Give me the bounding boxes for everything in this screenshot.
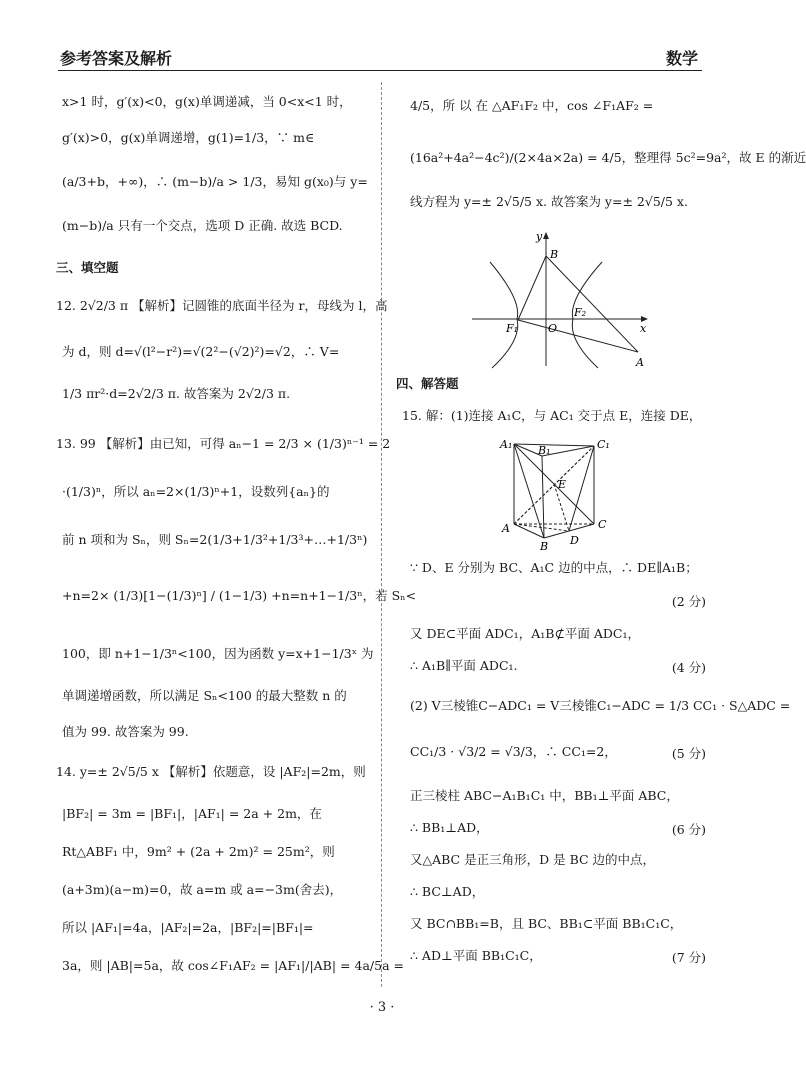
text-line: 100，即 n+1−1/3ⁿ<100，因为函数 y=x+1−1/3ˣ 为 bbox=[62, 646, 374, 661]
text-line: ∴ BC⊥AD， bbox=[410, 884, 485, 899]
text-line: (16a²+4a²−4c²)/(2×4a×2a) = 4/5，整理得 5c²=9a²，故 E 的渐近 bbox=[410, 150, 806, 165]
text-line: 又 DE⊂平面 ADC₁，A₁B⊄平面 ADC₁， bbox=[410, 626, 640, 641]
text-line: 1/3 πr²·d=2√2/3 π. 故答案为 2√2/3 π. bbox=[62, 386, 291, 401]
point-label-O: O bbox=[548, 322, 558, 335]
answer-13: 13. 99 【解析】由已知，可得 aₙ−1 = 2/3 × (1/3)ⁿ⁻¹ = 2 bbox=[56, 436, 391, 451]
score-mark: (4 分) bbox=[671, 660, 706, 675]
prism-label-B1: B₁ bbox=[538, 444, 551, 457]
score-mark: (5 分) bbox=[671, 746, 706, 761]
prism-label-E: E bbox=[558, 478, 567, 491]
axis-label-x: x bbox=[640, 322, 647, 335]
text-line: (m−b)/a 只有一个交点，选项 D 正确. 故选 BCD. bbox=[62, 218, 343, 233]
problem-15: 15. 解：(1)连接 A₁C，与 AC₁ 交于点 E，连接 DE， bbox=[402, 408, 702, 423]
text-line: 值为 99. 故答案为 99. bbox=[62, 724, 189, 739]
answer-12: 12. 2√2/3 π 【解析】记圆锥的底面半径为 r，母线为 l，高 bbox=[56, 298, 388, 313]
prism-label-C1: C₁ bbox=[597, 438, 610, 451]
prism-figure bbox=[498, 438, 618, 553]
prism-label-B: B bbox=[540, 540, 549, 553]
hyperbola-figure bbox=[470, 228, 650, 368]
text-line: 为 d，则 d=√(l²−r²)=√(2²−(√2)²)=√2，∴ V= bbox=[62, 344, 340, 359]
point-label-F1: F₁ bbox=[506, 322, 519, 335]
text-line: 线方程为 y=± 2√5/5 x. 故答案为 y=± 2√5/5 x. bbox=[410, 194, 688, 209]
text-line: 又 BC∩BB₁=B，且 BC、BB₁⊂平面 BB₁C₁C， bbox=[410, 916, 683, 931]
prism-label-A1: A₁ bbox=[500, 438, 513, 451]
text-line: 单调递增函数，所以满足 Sₙ<100 的最大整数 n 的 bbox=[62, 688, 347, 703]
section-heading-fill: 三、填空题 bbox=[56, 260, 119, 275]
header-title: 参考答案及解析 bbox=[60, 49, 173, 68]
header-subject: 数学 bbox=[665, 49, 698, 68]
point-label-F2: F₂ bbox=[574, 306, 587, 319]
text-line: (a+3m)(a−m)=0，故 a=m 或 a=−3m(舍去)， bbox=[62, 882, 343, 897]
text-line: x>1 时，g′(x)<0，g(x)单调递减，当 0<x<1 时， bbox=[62, 94, 352, 109]
section-heading-solve: 四、解答题 bbox=[396, 376, 459, 391]
text-line: +n=2× (1/3)[1−(1/3)ⁿ] / (1−1/3) +n=n+1−1/3ⁿ，若 Sₙ< bbox=[62, 588, 417, 603]
text-line: ·(1/3)ⁿ，所以 aₙ=2×(1/3)ⁿ+1，设数列{aₙ}的 bbox=[62, 484, 330, 499]
text-line: ∴ BB₁⊥AD， bbox=[410, 820, 489, 835]
prism-label-A: A bbox=[502, 522, 510, 535]
score-mark: (6 分) bbox=[671, 822, 706, 837]
text-line: 3a，则 |AB|=5a，故 cos∠F₁AF₂ = |AF₁|/|AB| = 4a/5a = bbox=[62, 958, 404, 973]
text-line: 所以 |AF₁|=4a，|AF₂|=2a，|BF₂|=|BF₁|= bbox=[62, 920, 314, 935]
text-line: 4/5，所 以 在 △AF₁F₂ 中，cos ∠F₁AF₂ = bbox=[410, 98, 654, 113]
score-mark: (2 分) bbox=[671, 594, 706, 609]
text-line: (a/3+b，+∞)，∴ (m−b)/a > 1/3，易知 g(x₀)与 y= bbox=[62, 174, 368, 189]
text-line: 正三棱柱 ABC−A₁B₁C₁ 中，BB₁⊥平面 ABC， bbox=[410, 788, 679, 803]
text-line: 又△ABC 是正三角形，D 是 BC 边的中点， bbox=[410, 852, 656, 867]
text-line: (2) V三棱锥C−ADC₁ = V三棱锥C₁−ADC = 1/3 CC₁ · S△ADC = bbox=[410, 698, 791, 713]
column-divider bbox=[381, 82, 382, 987]
page-number: · 3 · bbox=[369, 1000, 395, 1015]
text-line: 前 n 项和为 Sₙ，则 Sₙ=2(1/3+1/3²+1/3³+…+1/3ⁿ) bbox=[62, 532, 368, 547]
answer-14: 14. y=± 2√5/5 x 【解析】依题意，设 |AF₂|=2m，则 bbox=[56, 764, 366, 779]
header-rule bbox=[58, 70, 702, 71]
text-line: Rt△ABF₁ 中，9m² + (2a + 2m)² = 25m²，则 bbox=[62, 844, 335, 859]
text-line: g′(x)>0，g(x)单调递增，g(1)=1/3，∵ m∈ bbox=[62, 130, 315, 145]
text-line: ∴ A₁B∥平面 ADC₁. bbox=[410, 658, 518, 673]
text-line: CC₁/3 · √3/2 = √3/3，∴ CC₁=2， bbox=[410, 744, 617, 759]
axis-label-y: y bbox=[536, 230, 543, 243]
point-label-A: A bbox=[636, 356, 644, 369]
text-line: ∵ D、E 分别为 BC、A₁C 边的中点，∴ DE∥A₁B； bbox=[410, 560, 698, 575]
prism-label-D: D bbox=[570, 534, 579, 547]
point-label-B: B bbox=[550, 248, 559, 261]
score-mark: (7 分) bbox=[671, 950, 706, 965]
text-line: ∴ AD⊥平面 BB₁C₁C， bbox=[410, 948, 542, 963]
text-line: |BF₂| = 3m = |BF₁|，|AF₁| = 2a + 2m，在 bbox=[62, 806, 322, 821]
prism-label-C: C bbox=[598, 518, 607, 531]
